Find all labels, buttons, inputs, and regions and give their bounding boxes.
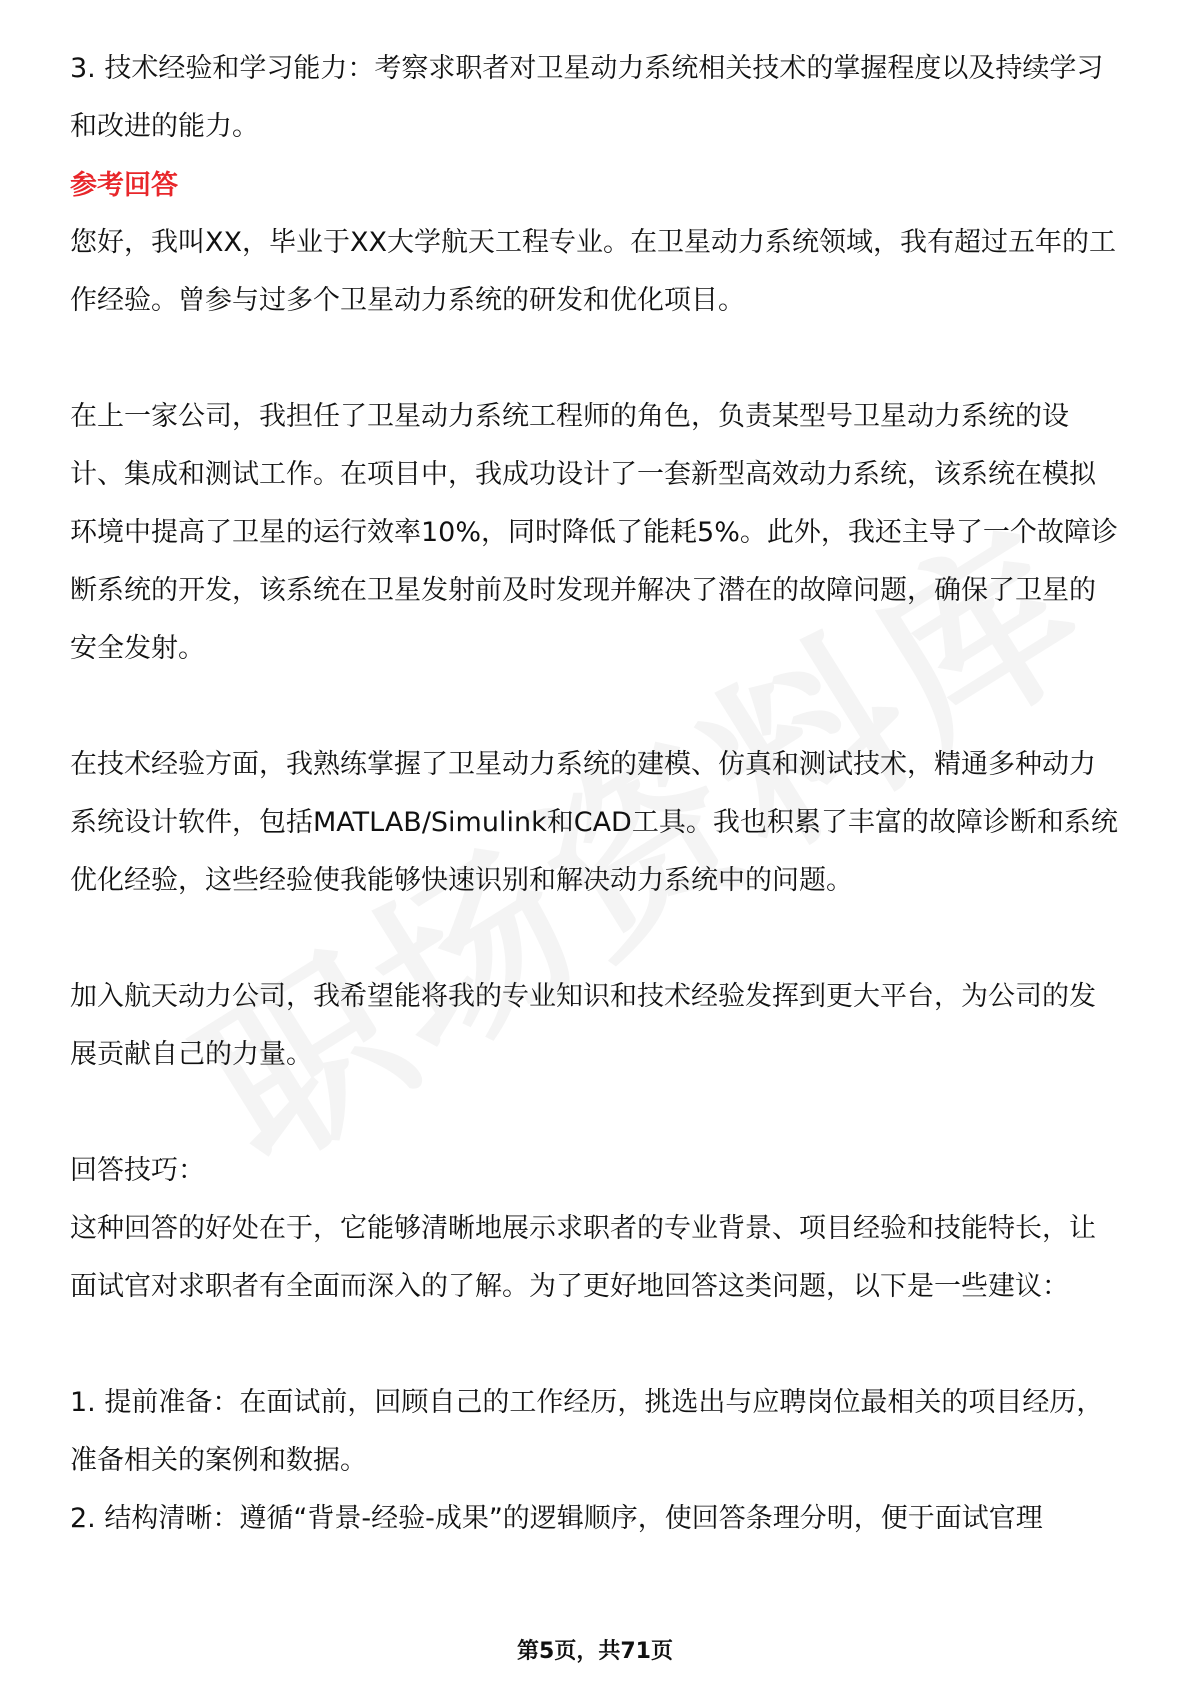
spacer — [70, 1316, 1120, 1374]
paragraph-tech-experience-criterion: 3. 技术经验和学习能力：考察求职者对卫星动力系统相关技术的掌握程度以及持续学习和改进的能力。 — [70, 53, 1104, 142]
paragraph-previous-role: 在上一家公司，我担任了卫星动力系统工程师的角色，负责某型号卫星动力系统的设计、集成和测试工作。在项目中，我成功设计了一套新型高效动力系统，该系统在模拟环境中提高了卫星的运行效率10%，同时降低了能耗5%。此外，我还主导了一个故障诊断系统的开发，该系统在卫星发射前及时发现并解决了潜在的故障问题，确保了卫星的安全发射。 — [70, 401, 1118, 664]
paragraph-tips-intro: 这种回答的好处在于，它能够清晰地展示求职者的专业背景、项目经验和技能特长，让面试官对求职者有全面而深入的了解。为了更好地回答这类问题，以下是一些建议： — [70, 1213, 1096, 1302]
reference-answer-heading: 参考回答 — [70, 170, 178, 201]
spacer — [70, 910, 1120, 968]
spacer — [70, 330, 1120, 388]
paragraph-motivation: 加入航天动力公司，我希望能将我的专业知识和技术经验发挥到更大平台，为公司的发展贡献自己的力量。 — [70, 981, 1096, 1070]
tip-item-2: 2. 结构清晰：遵循“背景-经验-成果”的逻辑顺序，使回答条理分明，便于面试官理 — [70, 1503, 1043, 1534]
paragraph-technical-skills: 在技术经验方面，我熟练掌握了卫星动力系统的建模、仿真和测试技术，精通多种动力系统设计软件，包括MATLAB/Simulink和CAD工具。我也积累了丰富的故障诊断和系统优化经验，这些经验使我能够快速识别和解决动力系统中的问题。 — [70, 749, 1118, 896]
tip-item-1: 1. 提前准备：在面试前，回顾自己的工作经历，挑选出与应聘岗位最相关的项目经历，准备相关的案例和数据。 — [70, 1387, 1104, 1476]
spacer — [70, 1084, 1120, 1142]
answer-tips-title: 回答技巧： — [70, 1155, 205, 1186]
document-body — [70, 40, 1120, 1548]
spacer — [70, 678, 1120, 736]
page-number: 第5页，共71页 — [517, 1639, 673, 1664]
paragraph-introduction: 您好，我叫XX，毕业于XX大学航天工程专业。在卫星动力系统领域，我有超过五年的工作经验。曾参与过多个卫星动力系统的研发和优化项目。 — [70, 227, 1116, 316]
